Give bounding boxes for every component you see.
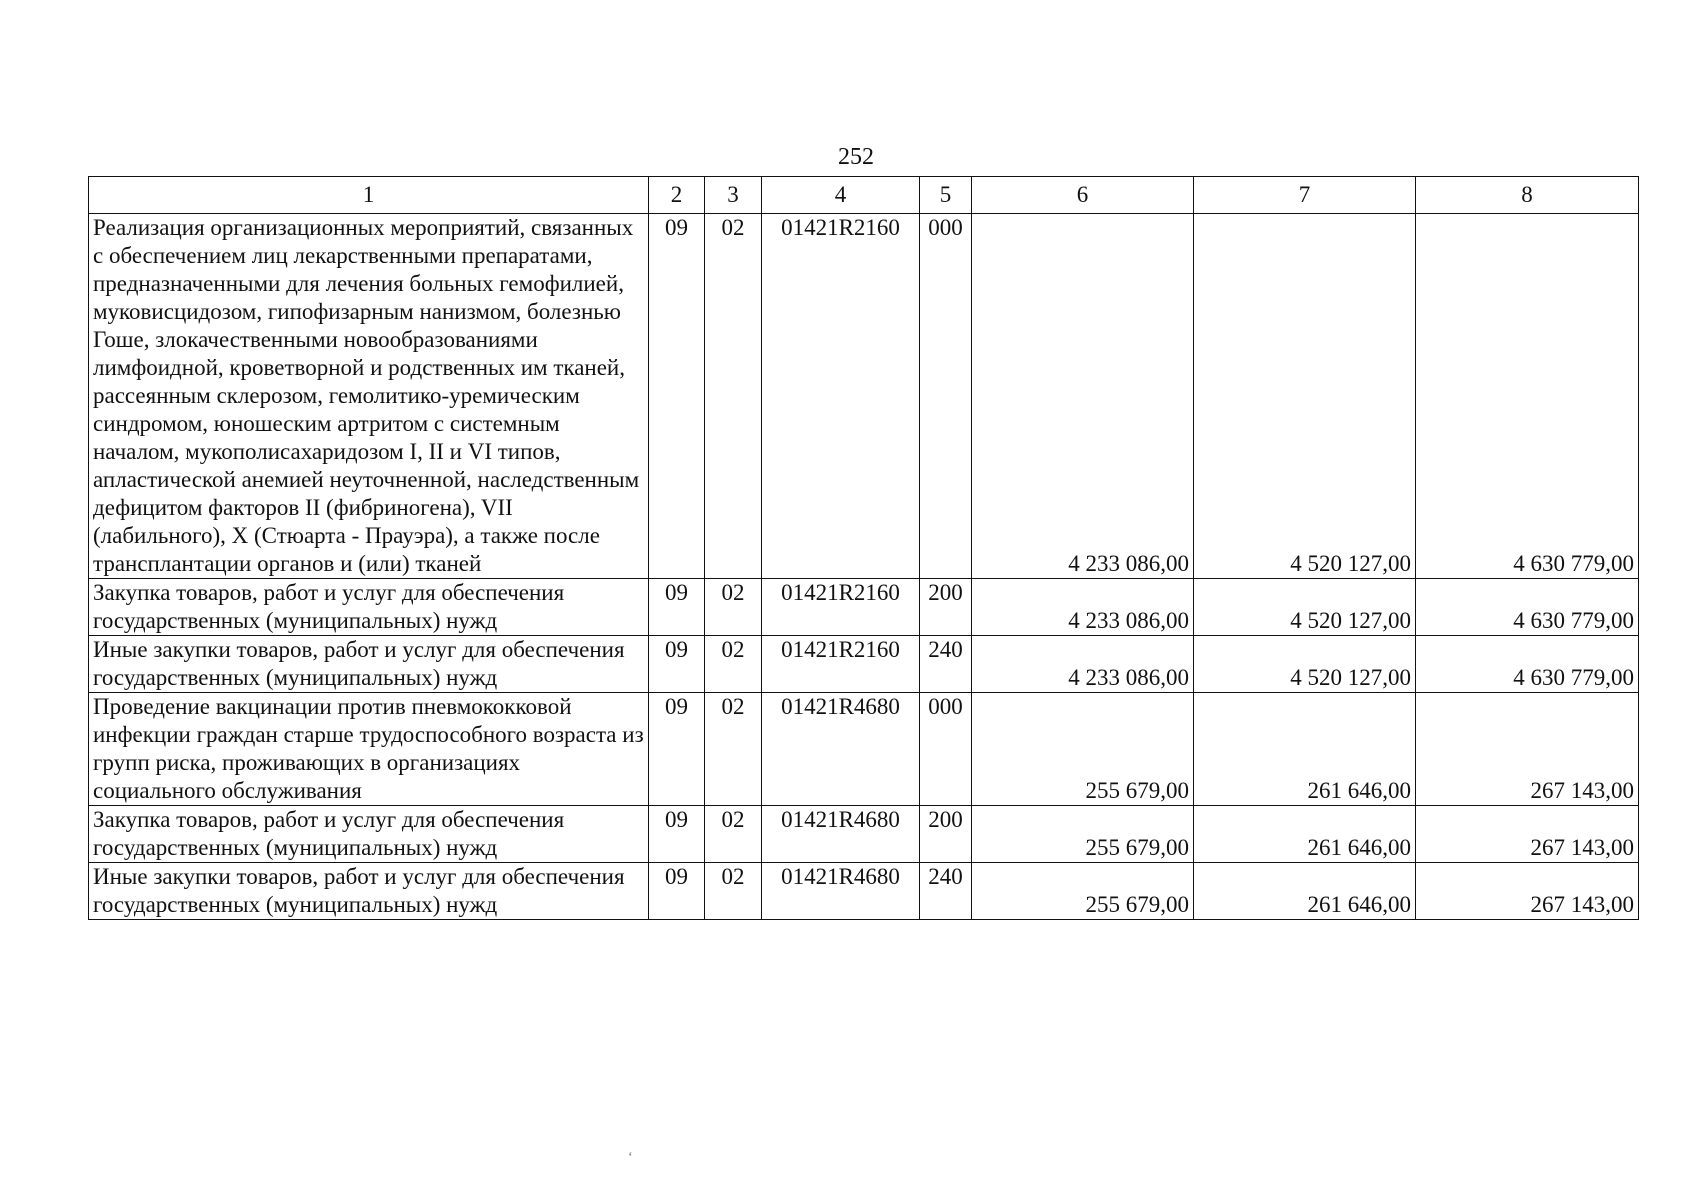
table-row [89, 636, 1639, 693]
table-row [89, 693, 1639, 806]
row-amount-col7: 4 520 127,00 [1194, 636, 1416, 693]
row-amount-col8: 4 630 779,00 [1416, 636, 1639, 693]
row-amount-col7: 261 646,00 [1194, 806, 1416, 863]
header-cell-4: 4 [762, 177, 920, 214]
row-subsection-code: 02 [705, 636, 762, 693]
row-amount-col8: 4 630 779,00 [1416, 214, 1639, 579]
page-number: 252 [838, 144, 874, 170]
row-amount-col7: 261 646,00 [1194, 863, 1416, 920]
row-section-code: 09 [649, 579, 705, 636]
row-subsection-code: 02 [705, 863, 762, 920]
row-section-code: 09 [649, 806, 705, 863]
row-target-code: 01421R2160 [762, 214, 920, 579]
row-amount-col6: 255 679,00 [972, 863, 1194, 920]
row-amount-col8: 267 143,00 [1416, 863, 1639, 920]
row-amount-col8: 267 143,00 [1416, 806, 1639, 863]
row-expense-type-code: 000 [920, 214, 972, 579]
row-target-code: 01421R4680 [762, 806, 920, 863]
header-cell-2: 2 [649, 177, 705, 214]
row-amount-col8: 4 630 779,00 [1416, 579, 1639, 636]
table-row [89, 579, 1639, 636]
row-expense-type-code: 240 [920, 636, 972, 693]
row-section-code: 09 [649, 693, 705, 806]
row-section-code: 09 [649, 863, 705, 920]
row-amount-col6: 255 679,00 [972, 693, 1194, 806]
row-name: Закупка товаров, работ и услуг для обеспечения государственных (муниципальных) нужд [89, 806, 649, 863]
row-amount-col6: 4 233 086,00 [972, 579, 1194, 636]
header-row [89, 177, 1639, 214]
header-cell-5: 5 [920, 177, 972, 214]
header-cell-1: 1 [89, 177, 649, 214]
row-name: Реализация организационных мероприятий, связанных с обеспечением лиц лекарственными препаратами, предназначенными для лечения больных гемофилией, муковисцидозом, гипофизарным нанизмом, болезнью Гоше, злокачественными новообразованиями лимфоидной, кроветворной и родственных им тканей, рассеянным склерозом, гемолитико-уремическим синдромом, юношеским артритом с системным началом, мукополисахаридозом I, II и VI типов, апластической анемией неуточненной, наследственным дефицитом факторов II (фибриногена), VII (лабильного), X (Стюарта - Прауэра), а также после трансплантации органов и (или) тканей [89, 214, 649, 579]
header-cell-6: 6 [972, 177, 1194, 214]
row-amount-col7: 4 520 127,00 [1194, 579, 1416, 636]
row-subsection-code: 02 [705, 693, 762, 806]
row-amount-col8: 267 143,00 [1416, 693, 1639, 806]
row-amount-col6: 255 679,00 [972, 806, 1194, 863]
row-name: Проведение вакцинации против пневмококковой инфекции граждан старше трудоспособного возраста из групп риска, проживающих в организациях социального обслуживания [89, 693, 649, 806]
header-cell-7: 7 [1194, 177, 1416, 214]
row-expense-type-code: 200 [920, 579, 972, 636]
row-expense-type-code: 200 [920, 806, 972, 863]
row-section-code: 09 [649, 636, 705, 693]
row-subsection-code: 02 [705, 806, 762, 863]
scan-speck: ‘ [628, 1150, 633, 1165]
row-target-code: 01421R2160 [762, 579, 920, 636]
header-cell-3: 3 [705, 177, 762, 214]
row-subsection-code: 02 [705, 579, 762, 636]
budget-table [88, 176, 1639, 920]
row-expense-type-code: 240 [920, 863, 972, 920]
row-name: Закупка товаров, работ и услуг для обеспечения государственных (муниципальных) нужд [89, 579, 649, 636]
table-row [89, 214, 1639, 579]
table-row [89, 863, 1639, 920]
row-expense-type-code: 000 [920, 693, 972, 806]
header-cell-8: 8 [1416, 177, 1639, 214]
row-name: Иные закупки товаров, работ и услуг для обеспечения государственных (муниципальных) нужд [89, 636, 649, 693]
row-section-code: 09 [649, 214, 705, 579]
row-amount-col7: 4 520 127,00 [1194, 214, 1416, 579]
row-amount-col6: 4 233 086,00 [972, 636, 1194, 693]
row-amount-col6: 4 233 086,00 [972, 214, 1194, 579]
row-amount-col7: 261 646,00 [1194, 693, 1416, 806]
table-row [89, 806, 1639, 863]
row-target-code: 01421R2160 [762, 636, 920, 693]
row-name: Иные закупки товаров, работ и услуг для обеспечения государственных (муниципальных) нужд [89, 863, 649, 920]
row-subsection-code: 02 [705, 214, 762, 579]
row-target-code: 01421R4680 [762, 863, 920, 920]
row-target-code: 01421R4680 [762, 693, 920, 806]
